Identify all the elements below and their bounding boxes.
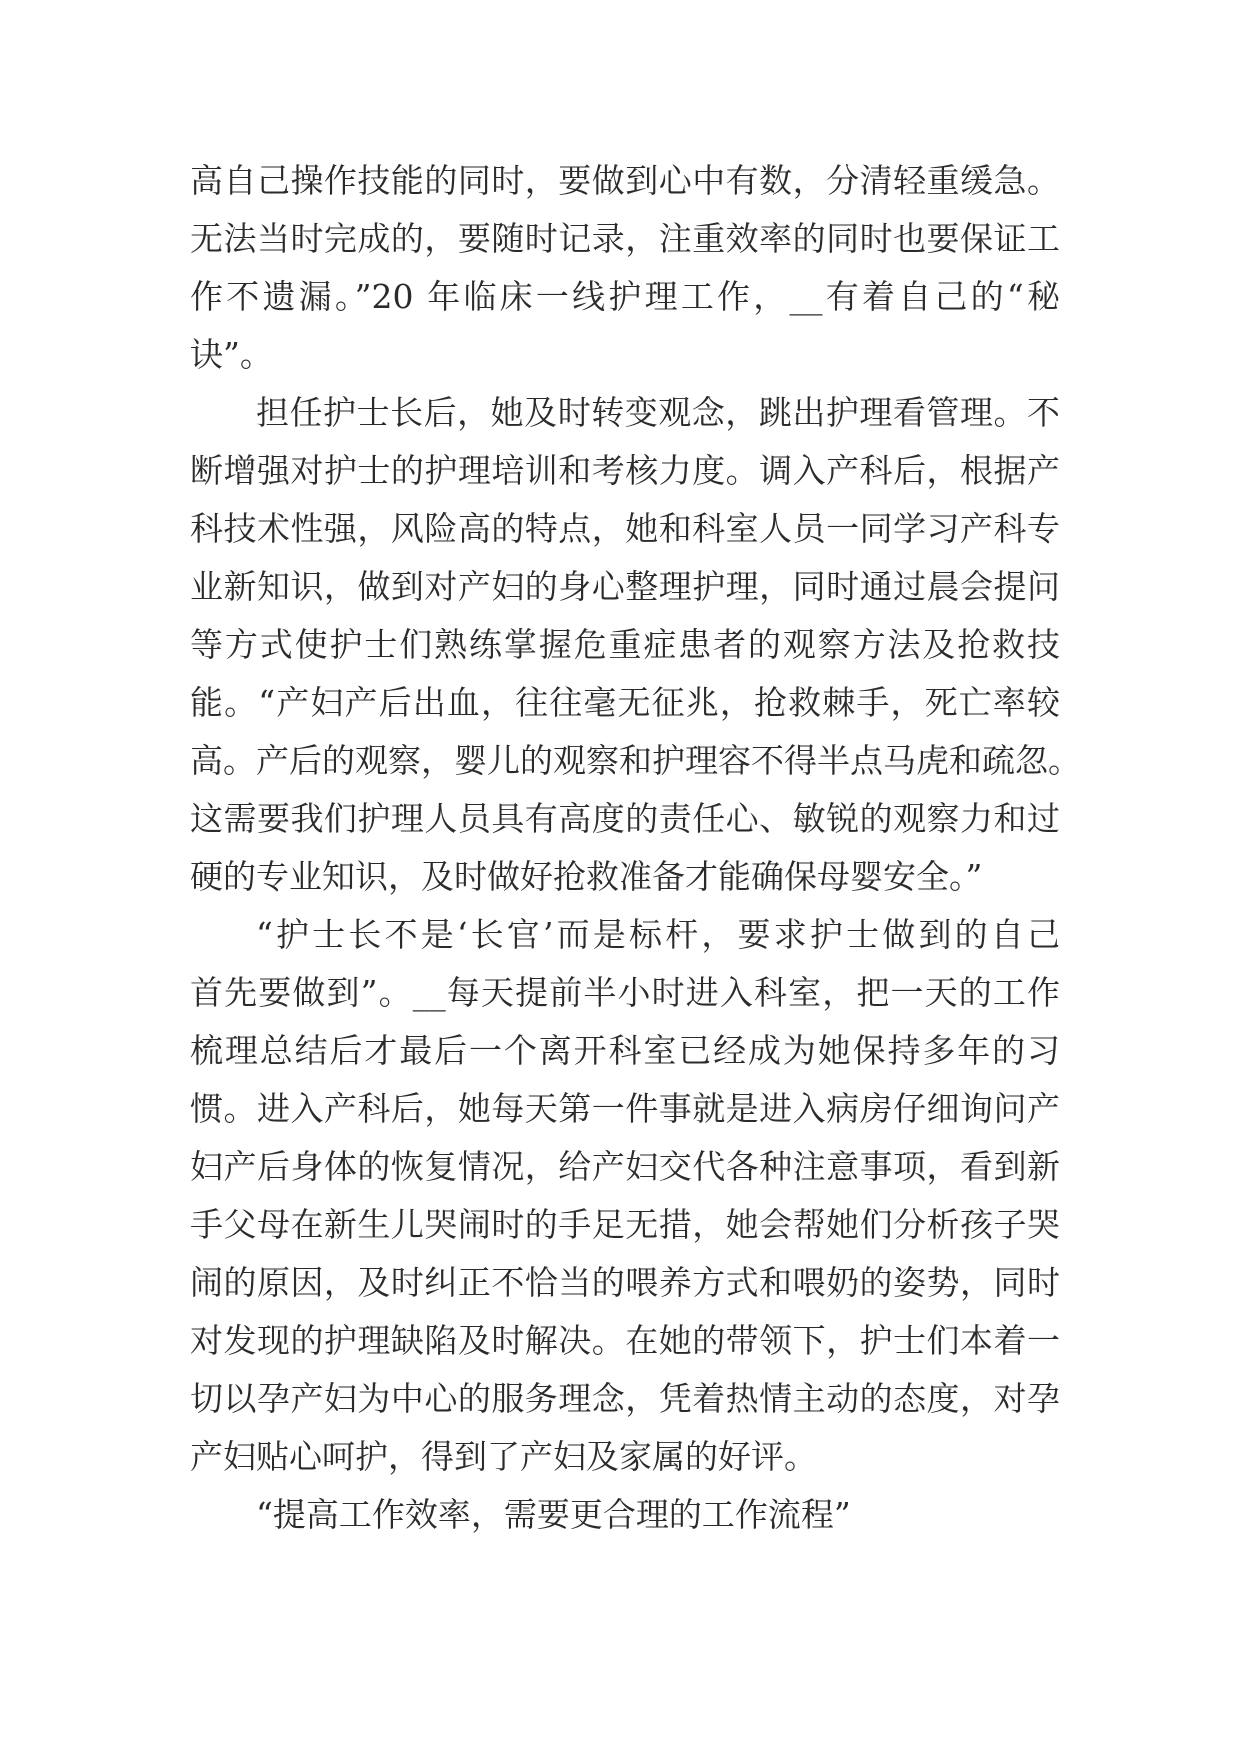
text-line: 妇产后身体的恢复情况，给产妇交代各种注意事项，看到新: [190, 1147, 1060, 1186]
text-line: 梳理总结后才最后一个离开科室已经成为她保持多年的习: [190, 1031, 1060, 1070]
text-line: 等方式使护士们熟练掌握危重症患者的观察方法及抢救技: [190, 625, 1060, 664]
text-line: 科技术性强，风险高的特点，她和科室人员一同学习产科专: [190, 509, 1060, 548]
text-line: 无法当时完成的，要随时记录，注重效率的同时也要保证工: [190, 219, 1060, 258]
text-line: 断增强对护士的护理培训和考核力度。调入产科后，根据产: [190, 451, 1060, 490]
text-line: 能。“产妇产后出血，往往毫无征兆，抢救棘手，死亡率较: [190, 683, 1060, 722]
text-line: 切以孕产妇为中心的服务理念，凭着热情主动的态度，对孕: [190, 1379, 1060, 1418]
document-body: [190, 152, 1081, 1544]
text-line: 产妇贴心呵护，得到了产妇及家属的好评。: [190, 1437, 817, 1476]
text-line: 闹的原因，及时纠正不恰当的喂养方式和喂奶的姿势，同时: [190, 1263, 1060, 1302]
text-line: 高自己操作技能的同时，要做到心中有数，分清轻重缓急。: [190, 161, 1060, 200]
text-line: 硬的专业知识，及时做好抢救准备才能确保母婴安全。”: [190, 857, 983, 896]
text-line: 对发现的护理缺陷及时解决。在她的带领下，护士们本着一: [190, 1321, 1060, 1360]
text-line: 担任护士长后，她及时转变观念，跳出护理看管理。不: [256, 393, 1060, 432]
text-line: 作不遗漏。”20 年临床一线护理工作，__有着自己的“秘: [190, 277, 1060, 316]
text-line: “护士长不是‘长官’而是标杆，要求护士做到的自己: [256, 915, 1060, 954]
text-line: 惯。进入产科后，她每天第一件事就是进入病房仔细询问产: [190, 1089, 1060, 1128]
text-line: 首先要做到”。__每天提前半小时进入科室，把一天的工作: [190, 973, 1060, 1012]
text-line: 手父母在新生儿哭闹时的手足无措，她会帮她们分析孩子哭: [190, 1205, 1060, 1244]
text-line: 业新知识，做到对产妇的身心整理护理，同时通过晨会提问: [190, 567, 1060, 606]
text-line: 诀”。: [190, 335, 273, 374]
text-line: 高。产后的观察，婴儿的观察和护理容不得半点马虎和疏忽。: [190, 741, 1081, 780]
text-line: 这需要我们护理人员具有高度的责任心、敏锐的观察力和过: [190, 799, 1060, 838]
section-heading: “提高工作效率，需要更合理的工作流程”: [256, 1495, 851, 1534]
